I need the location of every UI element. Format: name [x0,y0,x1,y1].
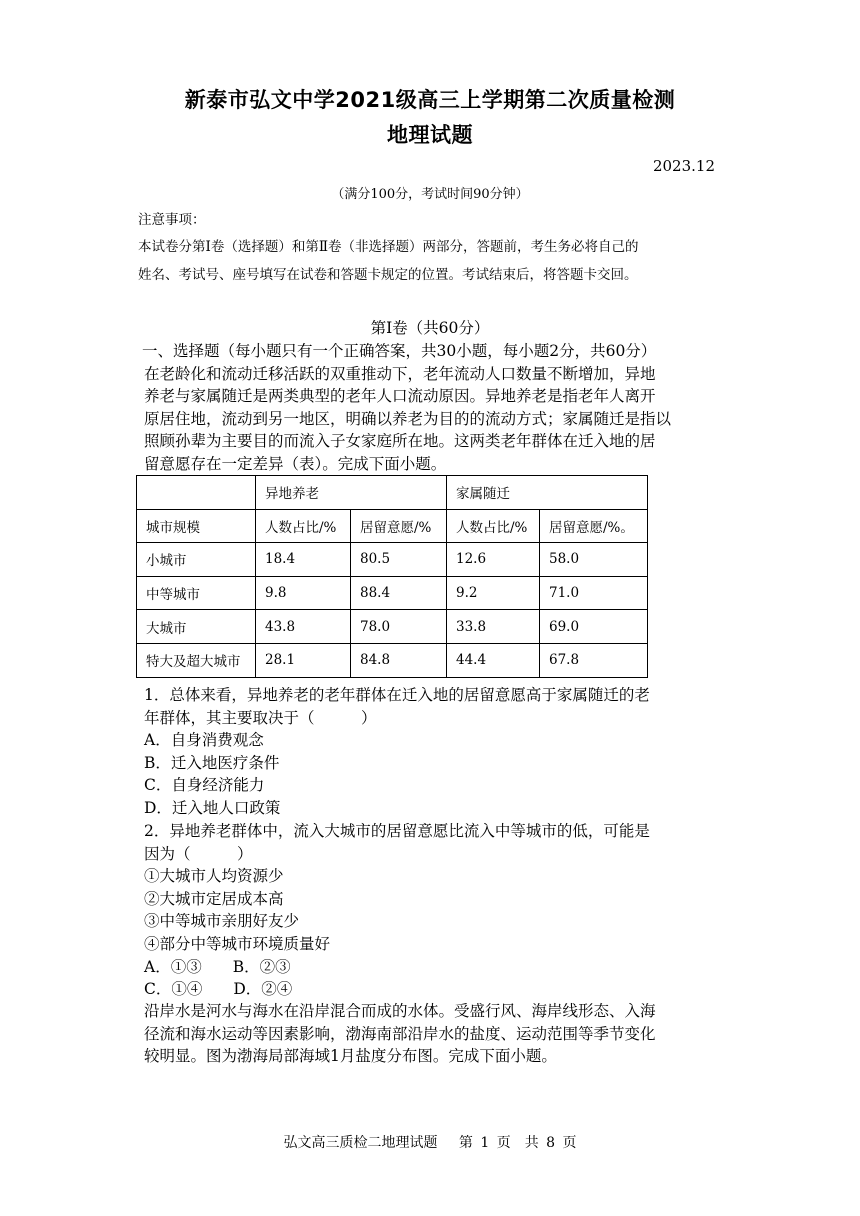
table-cell: 58.0 [540,543,648,577]
page-footer: 弘文高三质检二地理试题 第 1 页 共 8 页 [283,1135,577,1151]
table-cell: 69.0 [540,610,648,644]
question-stem: 1．总体来看，异地养老的老年群体在迁入地的居留意愿高于家属随迁的老 [144,686,650,704]
table-cell: 80.5 [351,543,447,577]
table-cell: 28.1 [256,643,351,677]
section-instruction [144,340,724,476]
passage-line: 原居住地，流动到另一地区，明确以养老为目的的流动方式；家属随迁是指以 [144,409,672,428]
notes-heading: 注意事项： [138,212,206,228]
table-cell: 78.0 [351,610,447,644]
statement-item: ②大城市定居成本高 [144,889,284,908]
passage-line: 照顾孙辈为主要目的而流入子女家庭所在地。这两类老年群体在迁入地的居 [144,432,656,451]
table-cell: 43.8 [256,610,351,644]
options-row: C．①④ D．②④ [144,980,293,999]
question-1 [144,684,724,820]
statement-item: ①大城市人均资源少 [144,867,284,886]
question-stem: 2．异地养老群体中，流入大城市的居留意愿比流入中等城市的低，可能是 [144,822,650,840]
table-cell: 中等城市 [137,576,256,610]
table-header-cell: 异地养老 [256,476,447,510]
table-row [137,543,648,577]
table-cell: 小城市 [137,543,256,577]
passage-line: 在老龄化和流动迁移活跃的双重推动下，老年流动人口数量不断增加，异地 [144,364,656,383]
passage-2 [144,1000,724,1068]
passage-line: 养老与家属随迁是两类典型的老年人口流动原因。异地养老是指老年人离开 [144,387,656,406]
question-stem: 年群体，其主要取决于（ ） [144,708,377,727]
table-cell: 9.2 [447,576,540,610]
option-c: C．自身经济能力 [144,776,265,795]
notes-line-1: 本试卷分第Ⅰ卷（选择题）和第Ⅱ卷（非选择题）两部分，答题前，考生务必将自己的 [138,239,639,255]
table-header-cell [137,476,256,510]
table-cell: 33.8 [447,610,540,644]
table-header-cell: 居留意愿/%。 [540,509,648,543]
table-cell: 大城市 [137,610,256,644]
question-stem: 因为（ ） [144,844,253,863]
question-2 [144,820,724,1001]
exam-title: 新泰市弘文中学2021级高三上学期第二次质量检测 [184,88,676,112]
residence-intention-table [136,475,648,678]
table-header-cell: 家属随迁 [447,476,648,510]
option-b: B．迁入地医疗条件 [144,753,280,772]
statement-item: ③中等城市亲朋好友少 [144,912,300,931]
table-cell: 84.8 [351,643,447,677]
table-header-cell: 城市规模 [137,509,256,543]
passage-line: 沿岸水是河水与海水在沿岸混合而成的水体。受盛行风、海岸线形态、入海 [144,1002,656,1020]
instruction-text: 一、选择题（每小题只有一个正确答案，共30小题，每小题2分，共60分） [142,342,657,360]
table-cell: 12.6 [447,543,540,577]
table-cell: 18.4 [256,543,351,577]
table-sub-header-row [137,509,648,543]
notes-line-2: 姓名、考试号、座号填写在试卷和答题卡规定的位置。考试结束后，将答题卡交回。 [138,267,638,283]
table-cell: 特大及超大城市 [137,643,256,677]
passage-line: 留意愿存在一定差异（表）。完成下面小题。 [144,454,447,473]
table-header-cell: 人数占比/% [256,509,351,543]
table-row [137,643,648,677]
section-title: 第Ⅰ卷（共60分） [370,319,490,337]
passage-line: 较明显。图为渤海局部海域1月盐度分布图。完成下面小题。 [144,1047,557,1066]
table-cell: 88.4 [351,576,447,610]
table-group-header-row [137,476,648,510]
table-header-cell: 居留意愿/% [351,509,447,543]
passage-line: 径流和海水运动等因素影响，渤海南部沿岸水的盐度、运动范围等季节变化 [144,1024,656,1043]
table-row [137,610,648,644]
table-row [137,576,648,610]
options-row: A．①③ B．②③ [144,957,291,976]
table-cell: 44.4 [447,643,540,677]
score-note: （满分100分，考试时间90分钟） [331,187,529,202]
exam-subject-title: 地理试题 [387,123,473,147]
exam-date: 2023.12 [652,157,715,175]
table-cell: 71.0 [540,576,648,610]
table-cell: 9.8 [256,576,351,610]
statement-item: ④部分中等城市环境质量好 [144,934,331,953]
table-cell: 67.8 [540,643,648,677]
table-header-cell: 人数占比/% [447,509,540,543]
option-a: A．自身消费观念 [144,731,264,750]
option-d: D．迁入地人口政策 [144,798,281,817]
